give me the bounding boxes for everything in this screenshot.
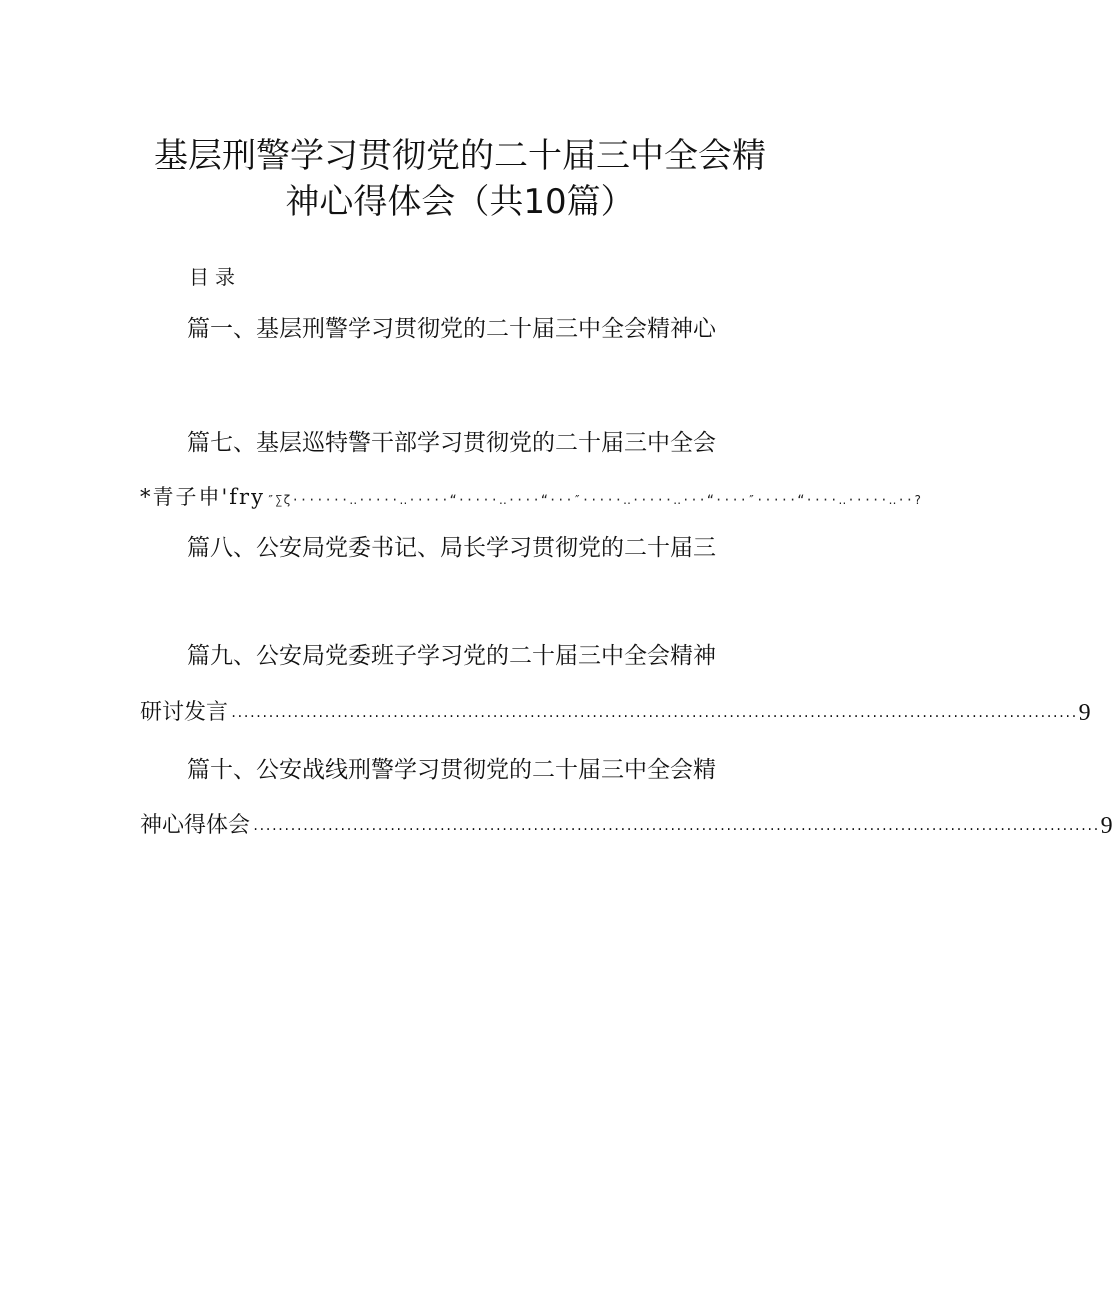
document-title-line-2: 神心得体会（共10篇） xyxy=(285,182,635,222)
toc-entry-10-page-number: 9 xyxy=(1100,813,1113,839)
toc-entry-7-garbled-line xyxy=(140,481,923,511)
dot-leader: ........................................................................................................................................ xyxy=(230,706,1077,720)
garbled-text: *青子申'fry xyxy=(140,485,265,509)
toc-entry-9-continuation-text: 研讨发言 xyxy=(140,700,229,725)
garbled-leader: ″∑ζ·······‥·····‥·····“·····‥····“···″·····‥·····‥···“····″·····“····‥·····‥··? xyxy=(266,493,923,507)
toc-entry-9[interactable]: 篇九、公安局党委班子学习党的二十届三中全会精神 xyxy=(187,643,716,669)
dot-leader: ........................................................................................................................................ xyxy=(252,819,1099,833)
toc-entry-7[interactable]: 篇七、基层巡特警干部学习贯彻党的二十届三中全会 xyxy=(187,430,716,456)
toc-entry-1[interactable]: 篇一、基层刑警学习贯彻党的二十届三中全会精神心 xyxy=(187,316,716,342)
toc-entry-9-page-number: 9 xyxy=(1078,700,1091,726)
toc-entry-8[interactable]: 篇八、公安局党委书记、局长学习贯彻党的二十届三 xyxy=(187,535,716,561)
toc-entry-10-continuation-text: 神心得体会 xyxy=(140,813,251,838)
toc-entry-9-continuation[interactable] xyxy=(140,697,1091,727)
toc-heading: 目录 xyxy=(189,265,241,289)
toc-entry-10[interactable]: 篇十、公安战线刑警学习贯彻党的二十届三中全会精 xyxy=(187,757,716,783)
toc-entry-10-continuation[interactable] xyxy=(140,810,1113,840)
document-title-line-1: 基层刑警学习贯彻党的二十届三中全会精 xyxy=(154,136,766,176)
